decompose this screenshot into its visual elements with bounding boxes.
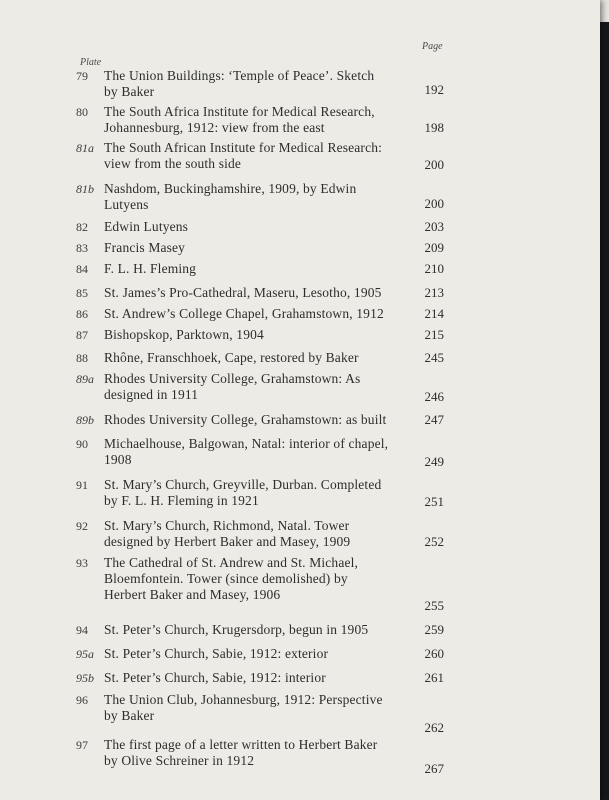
plate-title: St. Mary’s Church, Richmond, Natal. Tower designed by Herbert Baker and Masey, 1909 xyxy=(104,518,351,549)
plate-number: 97 xyxy=(76,738,88,752)
plate-title: Edwin Lutyens xyxy=(104,219,189,234)
page-number: 261 xyxy=(424,670,444,685)
plate-number: 95a xyxy=(76,647,94,661)
plate-number: 89a xyxy=(76,372,94,386)
page-number: 209 xyxy=(424,240,444,255)
page-number: 247 xyxy=(424,412,444,427)
page-number: 252 xyxy=(424,534,444,549)
plate-title: Bishopskop, Parktown, 1904 xyxy=(104,327,264,342)
plate-number: 89b xyxy=(76,413,94,427)
page-number: 259 xyxy=(424,622,444,637)
plate-number: 81b xyxy=(76,182,94,196)
page-number: 200 xyxy=(424,157,444,172)
page-number: 200 xyxy=(424,196,444,211)
plate-number: 93 xyxy=(76,556,88,570)
plate-title: The Union Buildings: ‘Temple of Peace’. Sketch by Baker xyxy=(104,68,375,99)
plate-number: 95b xyxy=(76,671,94,685)
plate-title: Rhodes University College, Grahamstown: As designed in 1911 xyxy=(104,371,361,402)
plate-title: The first page of a letter written to Herbert Baker by Olive Schreiner in 1912 xyxy=(104,737,378,768)
page-number: 245 xyxy=(424,350,444,365)
plate-title: The South African Institute for Medical Research: view from the south side xyxy=(104,140,383,171)
plate-title: Rhodes University College, Grahamstown: as built xyxy=(104,412,387,427)
page-number: 214 xyxy=(424,306,444,321)
plate-title: Nashdom, Buckinghamshire, 1909, by Edwin Lutyens xyxy=(104,181,357,212)
page-number: 262 xyxy=(424,720,444,735)
plate-number: 91 xyxy=(76,478,88,492)
plate-title: F. L. H. Fleming xyxy=(104,261,197,276)
page-column-header: Page xyxy=(422,41,443,52)
plate-number: 90 xyxy=(76,437,88,451)
page-number: 192 xyxy=(424,82,444,97)
plate-number: 96 xyxy=(76,693,88,707)
page-number: 267 xyxy=(424,761,444,776)
plate-number: 88 xyxy=(76,351,88,365)
plate-number: 92 xyxy=(76,519,88,533)
plate-title: Rhône, Franschhoek, Cape, restored by Baker xyxy=(104,350,359,365)
page-number: 246 xyxy=(424,389,444,404)
plate-title: St. James’s Pro-Cathedral, Maseru, Lesotho, 1905 xyxy=(104,285,382,300)
plate-title: The Cathedral of St. Andrew and St. Michael, Bloemfontein. Tower (since demolished) by Herbert Baker and Masey, 1906 xyxy=(104,555,359,602)
page-number: 255 xyxy=(424,598,444,613)
plate-number: 94 xyxy=(76,623,88,637)
plate-title: The South Africa Institute for Medical Research, Johannesburg, 1912: view from the east xyxy=(104,104,375,135)
plate-title: St. Peter’s Church, Krugersdorp, begun in 1905 xyxy=(104,622,369,637)
page-number: 213 xyxy=(424,285,444,300)
plate-title: St. Mary’s Church, Greyville, Durban. Completed by F. L. H. Fleming in 1921 xyxy=(104,477,382,508)
page-number: 251 xyxy=(424,494,444,509)
plate-number: 83 xyxy=(76,241,88,255)
plate-number: 84 xyxy=(76,262,88,276)
plate-number: 80 xyxy=(76,105,88,119)
plate-number: 82 xyxy=(76,220,88,234)
page-number: 210 xyxy=(424,261,444,276)
plate-column-header: Plate xyxy=(80,57,102,68)
plate-title: St. Peter’s Church, Sabie, 1912: exterior xyxy=(104,646,329,661)
plate-number: 85 xyxy=(76,286,88,300)
plate-number: 81a xyxy=(76,141,94,155)
page-number: 249 xyxy=(424,454,444,469)
page-number: 260 xyxy=(424,646,444,661)
plate-title: St. Peter’s Church, Sabie, 1912: interior xyxy=(104,670,326,685)
plate-title: Francis Masey xyxy=(104,240,186,255)
plate-number: 86 xyxy=(76,307,88,321)
page-number: 198 xyxy=(424,120,444,135)
plate-title: St. Andrew’s College Chapel, Grahamstown, 1912 xyxy=(104,306,384,321)
page-number: 215 xyxy=(424,327,444,342)
page-number: 203 xyxy=(424,219,444,234)
plate-title: Michaelhouse, Balgowan, Natal: interior of chapel, 1908 xyxy=(104,436,389,467)
plate-number: 87 xyxy=(76,328,88,342)
plate-number: 79 xyxy=(76,69,88,83)
plate-title: The Union Club, Johannesburg, 1912: Perspective by Baker xyxy=(104,692,383,723)
